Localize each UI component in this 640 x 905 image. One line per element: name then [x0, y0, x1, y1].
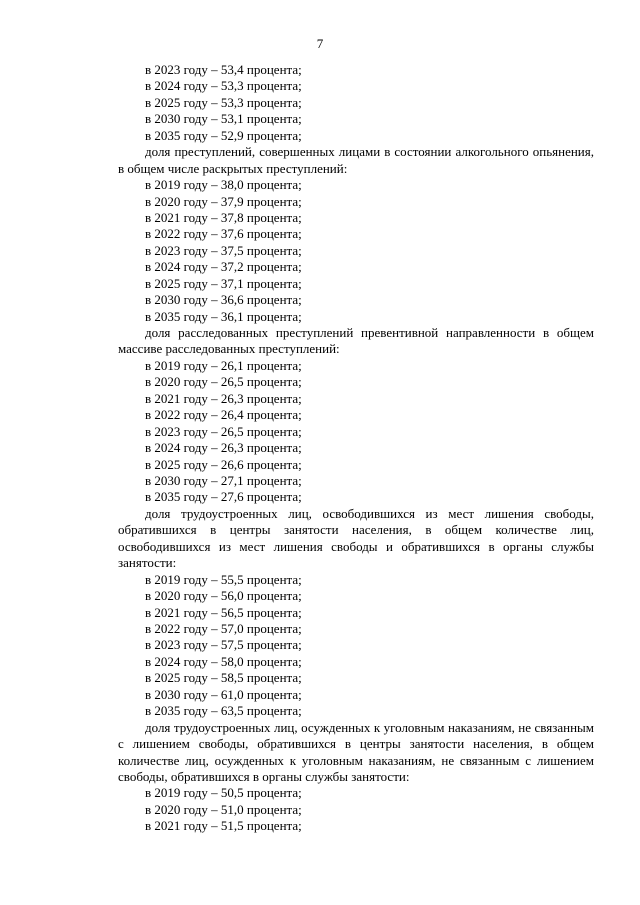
list-item: в 2021 году – 51,5 процента;	[145, 818, 302, 834]
list-item: в 2021 году – 37,8 процента;	[145, 209, 302, 225]
list-item: в 2035 году – 63,5 процента;	[145, 703, 302, 719]
paragraph: доля трудоустроенных лиц, осужденных к уголовным наказаниям, не связанным с лишением свободы, обратившихся в центры занятости населения, в общем количестве лиц, осужденных к уголовным наказаниям, не связанным с лишением свободы, обратившихся в органы службы занятости:	[118, 719, 594, 784]
document-body	[118, 62, 594, 835]
list-item: в 2024 году – 58,0 процента;	[145, 653, 302, 669]
list-item: в 2025 году – 53,3 процента;	[145, 94, 302, 110]
list-item: в 2035 году – 52,9 процента;	[145, 127, 302, 143]
list-item: в 2022 году – 57,0 процента;	[145, 621, 302, 636]
list-item: в 2024 году – 26,3 процента;	[145, 440, 302, 456]
list-item: в 2019 году – 55,5 процента;	[145, 571, 302, 587]
list-item: в 2025 году – 26,6 процента;	[145, 456, 302, 472]
list-item: в 2030 году – 27,1 процента;	[145, 473, 302, 488]
list-item: в 2023 году – 37,5 процента;	[145, 242, 302, 258]
list-item: в 2020 году – 26,5 процента;	[145, 374, 302, 390]
list-item: в 2030 году – 61,0 процента;	[145, 686, 302, 702]
list-item: в 2025 году – 37,1 процента;	[145, 275, 302, 291]
paragraph: доля трудоустроенных лиц, освободившихся из мест лишения свободы, обратившихся в центры занятости населения, в общем количестве лиц, освободившихся из мест лишения свободы и обратившихся в органы службы занятости:	[118, 505, 594, 571]
list-item: в 2021 году – 56,5 процента;	[145, 604, 302, 620]
list-item: в 2020 году – 51,0 процента;	[145, 801, 302, 817]
list-item: в 2020 году – 56,0 процента;	[145, 588, 302, 604]
list-item: в 2035 году – 36,1 процента;	[145, 308, 302, 324]
list-item: в 2019 году – 38,0 процента;	[145, 177, 302, 193]
list-item: в 2024 году – 53,3 процента;	[145, 78, 302, 94]
list-item: в 2024 году – 37,2 процента;	[145, 259, 302, 275]
list-item: в 2023 году – 26,5 процента;	[145, 423, 302, 439]
page-number: 7	[316, 36, 324, 51]
list-item: в 2022 году – 26,4 процента;	[145, 407, 302, 423]
paragraph: доля расследованных преступлений превентивной направленности в общем массиве расследованных преступлений:	[118, 325, 594, 357]
list-item: в 2025 году – 58,5 процента;	[145, 670, 302, 686]
list-item: в 2030 году – 53,1 процента;	[145, 111, 302, 127]
list-item: в 2020 году – 37,9 процента;	[145, 193, 302, 209]
list-item: в 2019 году – 50,5 процента;	[145, 785, 302, 801]
list-item: в 2023 году – 53,4 процента;	[145, 62, 302, 77]
paragraph: доля преступлений, совершенных лицами в состоянии алкогольного опьянения, в общем числе раскрытых преступлений:	[118, 144, 594, 176]
list-item: в 2021 году – 26,3 процента;	[145, 390, 302, 406]
list-item: в 2030 году – 36,6 процента;	[145, 292, 302, 308]
list-item: в 2022 году – 37,6 процента;	[145, 226, 302, 242]
list-item: в 2035 году – 27,6 процента;	[145, 489, 302, 505]
list-item: в 2019 году – 26,1 процента;	[145, 357, 302, 373]
list-item: в 2023 году – 57,5 процента;	[145, 637, 302, 653]
